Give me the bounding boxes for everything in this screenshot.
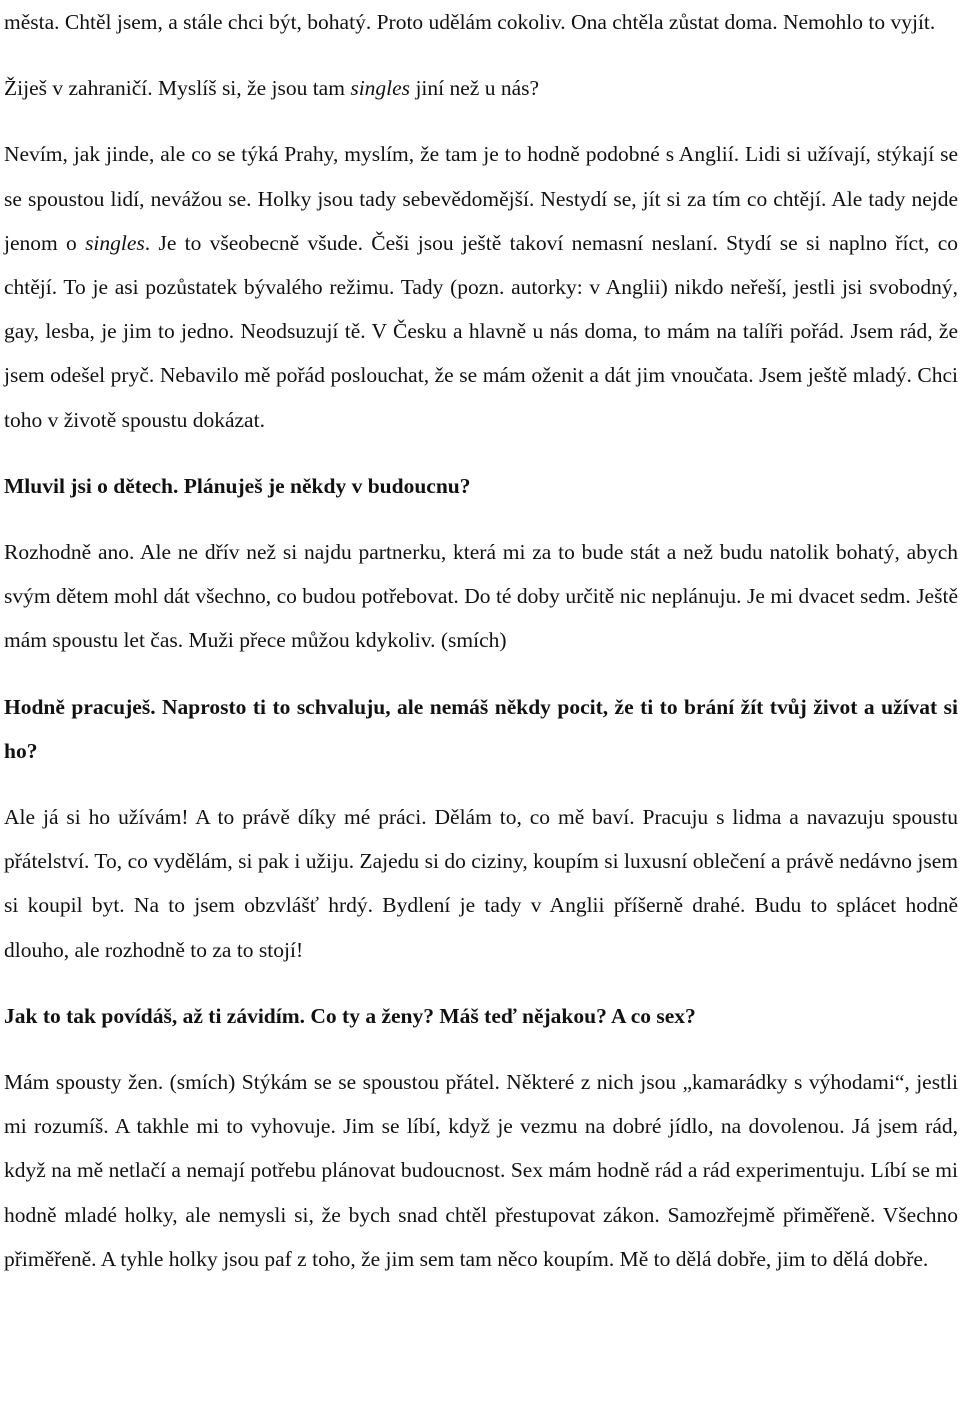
paragraph-intro: města. Chtěl jsem, a stále chci být, bohatý. Proto udělám cokoliv. Ona chtěla zůstat doma. Nemohlo to vyjít. [4,10,936,34]
paragraph-gap [4,442,958,464]
answer-children: Rozhodně ano. Ale ne dřív než si najdu partnerku, která mi za to bude stát a než budu natolik bohatý, abych svým dětem mohl dát všechno, co budou potřebovat. Do té doby určitě nic neplánuju. Je mi dvacet sedm. Ještě mám spoustu let čas. Muži přece můžou kdykoliv. (smích) [4,540,958,653]
question-women: Jak to tak povídáš, až ti závidím. Co ty a ženy? Máš teď nějakou? A co sex? [4,1003,696,1028]
question-abroad-part-2: jiní než u nás? [410,76,540,101]
answer-abroad-part-2: . Je to všeobecně všude. Češi jsou ještě takoví nemasní neslaní. Stydí se si naplno říct, co chtějí. To je asi pozůstatek bývalého režimu. Tady (pozn. autorky: v Anglii) nikdo neřeší, jestli jsi svobodný, gay, lesba, je jim to jedno. Neodsuzují tě. V Česku a hlavně u nás doma, to mám na talíři pořád. Jsem rád, že jsem odešel pryč. Nebavilo mě pořád poslouchat, že se mám oženit a dát jim vnoučata. Jsem ještě mladý. Chci toho v životě spoustu dokázat. [4,230,958,432]
answer-women: Mám spousty žen. (smích) Stýkám se se spoustou přátel. Některé z nich jsou „kamarádky s výhodami“, jestli mi rozumíš. A takhle mi to vyhovuje. Jim se líbí, když je vezmu na dobré jídlo, na dovolenou. Já jsem rád, když na mě netlačí a nemají potřebu plánovat budoucnost. Sex mám hodně rád a rád experimentuju. Líbí se mi hodně mladé holky, ale nemysli si, že bych snad chtěl přestupovat zákon. Samozřejmě přiměřeně. Všechno přiměřeně. A tyhle holky jsou paf z toho, že jim sem tam něco koupím. Mě to dělá dobře, jim to dělá dobře. [4,1070,958,1271]
question-abroad-part-1: Žiješ v zahraničí. Myslíš si, že jsou tam [4,76,351,101]
question-abroad [4,66,958,110]
answer-abroad [4,132,958,441]
answer-abroad-singles: singles [85,230,145,255]
paragraph-gap [4,1038,958,1060]
document-page [4,0,958,1281]
answer-work: Ale já si ho užívám! A to právě díky mé práci. Dělám to, co mě baví. Pracuju s lidma a navazuju spoustu přátelství. To, co vydělám, si pak i užiju. Zajedu si do ciziny, koupím si luxusní oblečení a právě nedávno jsem si koupil byt. Na to jsem obzvlášť hrdý. Bydlení je tady v Anglii příšerně drahé. Budu to splácet hodně dlouho, ale rozhodně to za to stojí! [4,805,958,962]
paragraph-gap [4,44,958,66]
answer-abroad-part-1: Nevím, jak jinde, ale co se týká Prahy, myslím, že tam je to hodně podobné s Anglií. Lidi si užívají, stýkají se se spoustou lidí, nevážou se. Holky jsou tady sebevědomější. Nestydí se, jít si za tím co chtějí. Ale tady nejde jenom o [4,142,958,255]
question-work: Hodně pracuješ. Naprosto ti to schvaluju, ale nemáš někdy pocit, že ti to brání žít tvůj život a užívat si ho? [4,694,958,763]
question-abroad-singles: singles [350,76,411,101]
paragraph-gap [4,110,958,132]
question-children: Mluvil jsi o dětech. Plánuješ je někdy v budoucnu? [4,473,471,498]
paragraph-gap [4,972,958,994]
paragraph-gap [4,773,958,795]
paragraph-gap [4,663,958,685]
paragraph-gap [4,508,958,530]
